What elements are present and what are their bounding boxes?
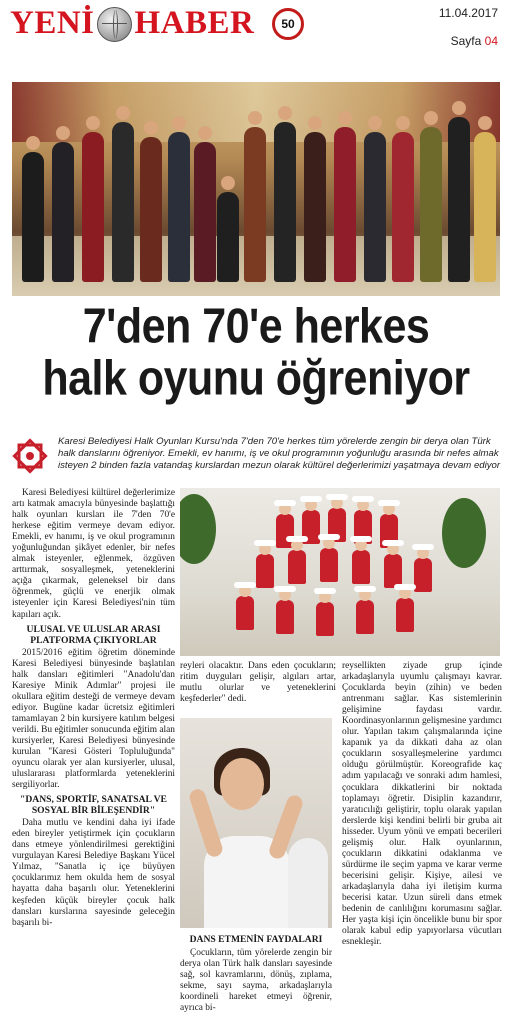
girl-dancing-photo bbox=[180, 718, 332, 928]
headline-line-1: 7'den 70'e herkes bbox=[82, 298, 430, 355]
article-column-3 bbox=[342, 661, 502, 948]
paragraph: Karesi Belediyesi kültürel değerlerimize artı katmak amacıyla bünyesinde başlattığı halk oyunları kursları ile 7'den 70'e herkese eğitim vermeye devam ediyor. Emekli, ev hanımı, iş ve okul programının yoğunluğundan şikâyet edenler, bir nefes almak isteyenler, eğlenmek, özgüven arttırmak, sosyalleşmek, yeteneklerini açığa çıkarmak, geleneksel bir dans öğrenmek, güçlü ve enerjik olmak isteyenler için Karesi Belediyesi'nin tüm kapıları açık. bbox=[12, 488, 175, 620]
children-dance-photo bbox=[180, 488, 500, 656]
brand-logo: YENİ HABER bbox=[10, 5, 255, 41]
paragraph: reysellikten ziyade grup içinde arkadaşlarıyla uyumlu çalışmayı kavrar. Çocuklarda beyin (zihin) ve beden antrenmanı sağlar. Kas sistemlerinin gelişimine faydası vardır. Koordinasyonlarının gelişmesine yardımcı olur. Yapılan takım çalışmalarında içine kapanık ya da dikkati daha az olan çocukların sosyalleşmelerine yardımcı olduğu görülmüştür. Koreografide kaç adım yapılacağı ve sonraki adım hamlesi, çocuklara dikkatlerini bir noktada toplamayı öğretir. Disiplin kazandırır, yaratıcılığı geliştirir, toplu olarak yapılan derslerde kişi kendini belirli bir gruba ait hisseder. Uyum yönü ve empati becerileri gelişmiş olur. Halk oyunlarının, çocukların dikkatini odaklanma ve sürdürme ile seçim yapma ve karar verme becerisini gelişir. Kişiye, ailesi ve arkadaşlarıyla daha iyi iletişim kurma becerisi katar. Uzun süreli dans etmek bedenin de canlılığını korumasını sağlar. Her yaşta kişi için öncelikle bunu bir spor olarak kabul edip yapıyorlarsa vücutları esnekleşir. bbox=[342, 661, 502, 948]
anniversary-seal: 50 bbox=[272, 8, 304, 40]
subheading: "DANS, SPORTİF, SANATSAL VE SOSYAL BİR BİLEŞENDİR" bbox=[20, 794, 167, 817]
group-photo bbox=[12, 82, 500, 296]
paragraph: 2015/2016 eğitim öğretim döneminde Karesi Belediyesi bünyesinde başlatılan halk dansları eğitimleri "Anadolu'dan Karesiye Minik Adımlar" projesi ile okullara eğitim desteği de vermeye devam ediyor. Bugüne kadar ücretsiz eğitimleri tamamlayan 2 bin kursiyere katılım belgesi verildi. Bu eğitimler sonucunda eğitim alan kursiyerler, Karesi Belediyesi bünyesinde kurulan "Karesi Gösteri Topluluğunda" oyuncu olarak yer alan kursiyerler, ulusal, uluslararası platformlarda yeteneklerini sergiliyorlar. bbox=[12, 647, 175, 791]
subheading: ULUSAL VE ULUSLAR ARASI PLATFORMA ÇIKIYORLAR bbox=[26, 623, 161, 646]
page-indicator: Sayfa 04 bbox=[450, 34, 498, 48]
issue-date: 11.04.2017 bbox=[438, 6, 498, 20]
globe-icon bbox=[97, 7, 132, 42]
section-caption: DANS ETMENİN FAYDALARI bbox=[189, 934, 323, 945]
headline-line-2: halk oyunu öğreniyor bbox=[42, 350, 470, 407]
karesi-logo-icon bbox=[10, 436, 50, 476]
article-column-2-continued bbox=[180, 948, 332, 1014]
paragraph: Çocukların, tüm yörelerde zengin bir derya olan Türk halk dansları sayesinde sağ, sol kavramlarını, dönüş, zıplama, sekme, sayı sayma, arkadaşlarıyla koordineli hareket etmeyi öğrenir, ayrıca bi- bbox=[180, 948, 332, 1014]
lead-paragraph: Karesi Belediyesi Halk Oyunları Kursu'nda 7'den 70'e herkes tüm yörelerde zengin bir derya olan Türk halk danslarını öğreniyor. Emekli, ev hanımı, iş ve okul programının yoğunluğu arasında bir nefes almak isteyen 2 binden fazla vatandaş kurslardan mezun olarak kültürel değerlerimizi yaşatmaya devam ediyor bbox=[58, 436, 501, 471]
article-column-2 bbox=[180, 661, 336, 705]
article-column-1 bbox=[12, 488, 175, 929]
paragraph: Daha mutlu ve kendini daha iyi ifade eden bireyler yetiştirmek için çocukların dans etmeye yönlendirilmesi gerektiğini vurgulayan Karesi Belediye Başkanı Yücel Yılmaz, "Sanatla iç içe büyüyen çocuklarımız hem okulda hem de sosyal hayatta daha başarılı olur. Yeteneklerini keşfeden küçük bireyler çocuk halk dansları kurslarına sayesinde geleceğin başarılı bi- bbox=[12, 818, 175, 928]
paragraph: reyleri olacaktır. Dans eden çocukların; ritim duyguları gelişir, algıları artar, mutlu olurlar ve yeteneklerini keşfederler" dedi. bbox=[180, 661, 336, 705]
